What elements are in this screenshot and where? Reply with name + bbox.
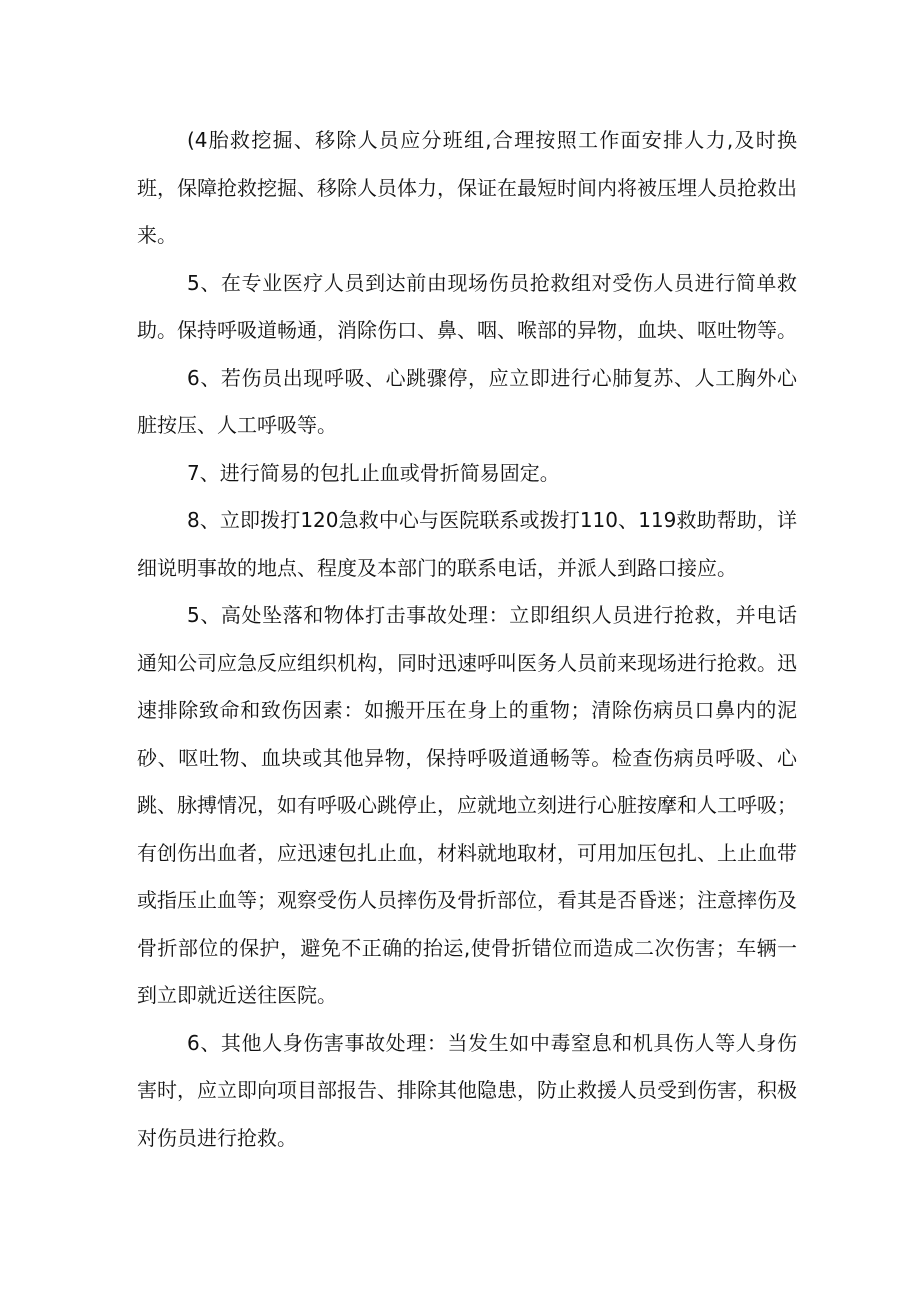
paragraph-fall-accident: 5、高处坠落和物体打击事故处理：立即组织人员进行抢救，并电话通知公司应急反应组织机构，同时迅速呼叫医务人员前来现场进行抢救。迅速排除致命和致伤因素：如搬开压在身上的重物；清除伤病员口鼻内的泥砂、呕吐物、血块或其他异物，保持呼吸道通畅等。检查伤病员呼吸、心跳、脉搏情况，如有呼吸心跳停止，应就地立刻进行心脏按摩和人工呼吸；有创伤出血者，应迅速包扎止血，材料就地取材，可用加压包扎、上止血带或指压止血等；观察受伤人员摔伤及骨折部位，看其是否昏迷；注意摔伤及骨折部位的保护，避免不正确的抬运,使骨折错位而造成二次伤害；车辆一到立即就近送往医院。	[137, 603, 797, 1007]
paragraph-emergency-call: 8、立即拨打120急救中心与医院联系或拨打110、119救助帮助，详细说明事故的地点、程度及本部门的联系电话，并派人到路口接应。	[137, 508, 797, 580]
document-body	[137, 117, 797, 1162]
paragraph-first-aid: 5、在专业医疗人员到达前由现场伤员抢救组对受伤人员进行简单救助。保持呼吸道畅通，消除伤口、鼻、咽、喉部的异物，血块、呕吐物等。	[137, 270, 797, 342]
paragraph-other-injury: 6、其他人身伤害事故处理：当发生如中毒窒息和机具伤人等人身伤害时，应立即向项目部报告、排除其他隐患，防止救援人员受到伤害，积极对伤员进行抢救。	[137, 1030, 797, 1150]
paragraph-rescue-digging: (4胎救挖掘、移除人员应分班组,合理按照工作面安排人力,及时换班，保障抢救挖掘、移除人员体力，保证在最短时间内将被压埋人员抢救出来。	[137, 128, 797, 247]
paragraph-bandage: 7、进行简易的包扎止血或骨折简易固定。	[187, 460, 560, 485]
paragraph-cpr: 6、若伤员出现呼吸、心跳骤停，应立即进行心肺复苏、人工胸外心脏按压、人工呼吸等。	[137, 365, 797, 437]
